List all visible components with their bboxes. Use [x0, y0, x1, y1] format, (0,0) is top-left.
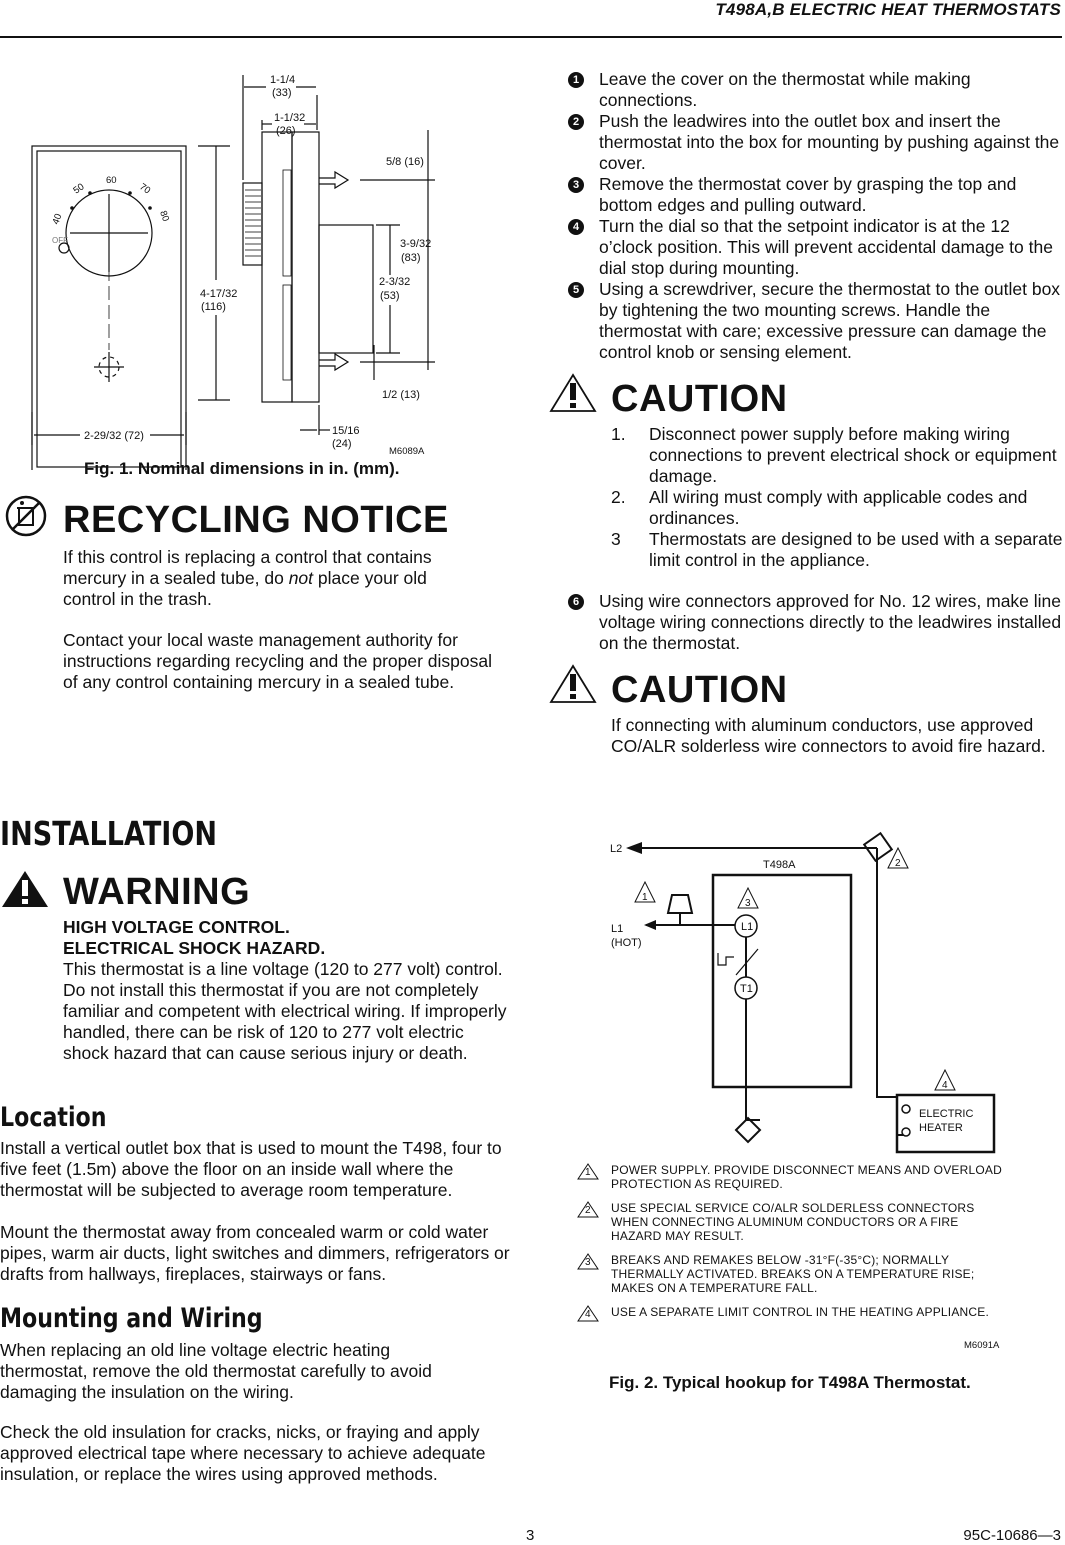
dim-1-1-32-mm: (26) [276, 125, 296, 137]
recycling-notice-heading: RECYCLING NOTICE [63, 499, 449, 541]
caution-1-item-1-text: Disconnect power supply before making wiring connections to prevent electrical shock or equipment damage. [649, 424, 1057, 486]
note-1 [577, 1163, 1017, 1191]
page-number: 3 [526, 1527, 535, 1544]
dim-15-16-mm: (24) [332, 438, 352, 450]
figure-2-code: M6091A [964, 1340, 1000, 1351]
note-3 [577, 1253, 1017, 1295]
dim-1-1-32: 1-1/32 [274, 112, 306, 124]
marker-1: 1 [642, 892, 648, 903]
step-2-number: 2 [568, 114, 584, 130]
note-1-marker [577, 1163, 611, 1191]
note-3-number: 3 [585, 1257, 591, 1268]
dial-40: 40 [50, 212, 65, 227]
caution-1-item-3 [611, 529, 1063, 571]
step-6 [568, 591, 1063, 654]
installation-heading: INSTALLATION [0, 814, 218, 853]
steps-list [568, 69, 1063, 363]
caution-1-item-2-text: All wiring must comply with applicable codes and ordinances. [649, 487, 1028, 528]
recycling-p1-emphasis: not [288, 568, 314, 588]
dim-2-3-32: 2-3/32 [379, 276, 411, 288]
note-2 [577, 1201, 1017, 1243]
step-1-number: 1 [568, 72, 584, 88]
step-2 [568, 111, 1063, 174]
terminal-l1: L1 [741, 921, 754, 933]
label-hot: (HOT) [611, 937, 642, 949]
dial-60: 60 [106, 175, 117, 186]
terminal-t1: T1 [740, 983, 753, 995]
warning-body: This thermostat is a line voltage (120 to 277 volt) control. Do not install this thermostat if you are not completely familiar and competent with electrical wiring. If improperly handled, there can be risk of 120 to 277 volt electric shock hazard that can cause serious injury or death. [63, 959, 507, 1063]
step-6-number: 6 [568, 594, 584, 610]
figure-2-caption: Fig. 2. Typical hookup for T498A Thermostat. [609, 1373, 971, 1392]
label-l1: L1 [611, 923, 624, 935]
mounting-heading: Mounting and Wiring [0, 1303, 263, 1334]
caution-triangle-icon [549, 372, 597, 414]
note-3-text: BREAKS AND REMAKES BELOW -31°F(-35°C); NORMALLY THERMALLY ACTIVATED. BREAKS ON A TEMPERATURE RISE; MAKES ON A TEMPERATURE FALL. [611, 1253, 975, 1295]
running-header: T498A,B ELECTRIC HEAT THERMOSTATS [715, 0, 1061, 19]
dim-15-16: 15/16 [332, 425, 360, 437]
caution-1-list [611, 424, 1063, 571]
label-t498a: T498A [763, 859, 796, 871]
figure-2-notes [577, 1163, 1017, 1326]
label-electric: ELECTRIC [919, 1108, 974, 1120]
label-l2: L2 [610, 843, 623, 855]
location-paragraph-2: Mount the thermostat away from concealed warm or cold water pipes, warm air ducts, light switches and dimmers, refrigerators or drafts from hallways, fireplaces, stairways or fans. [0, 1222, 510, 1284]
note-1-number: 1 [585, 1167, 591, 1178]
recycling-p1-end: place your old control in the trash. [63, 568, 427, 609]
step-1 [568, 69, 1063, 111]
note-2-marker [577, 1201, 611, 1243]
dim-2-3-32-mm: (53) [380, 290, 400, 302]
figure-1-code: M6089A [389, 446, 425, 457]
location-heading: Location [0, 1102, 107, 1133]
warning-heading: WARNING [63, 871, 251, 913]
step-3 [568, 174, 1063, 216]
note-2-number: 2 [585, 1205, 591, 1216]
dim-1-1-4-mm: (33) [272, 87, 292, 99]
dim-3-9-32-mm: (83) [401, 252, 421, 264]
caution-1-item-1 [611, 424, 1063, 487]
dial-70: 70 [137, 181, 153, 197]
header-rule [0, 36, 1062, 38]
note-2-text: USE SPECIAL SERVICE CO/ALR SOLDERLESS CONNECTORS WHEN CONNECTING ALUMINUM CONDUCTORS OR A FIRE HAZARD MAY RESULT. [611, 1201, 975, 1243]
dim-5-8: 5/8 (16) [386, 156, 424, 168]
note-4 [577, 1305, 1017, 1326]
document-number: 95C-10686—3 [963, 1527, 1061, 1544]
warning-line-1: HIGH VOLTAGE CONTROL. [63, 917, 290, 937]
figure-1-caption: Fig. 1. Nominal dimensions in in. (mm). [84, 459, 400, 478]
caution-1-item-2 [611, 487, 1063, 529]
step-3-number: 3 [568, 177, 584, 193]
dial-off: OFF [52, 236, 68, 245]
caution-1-item-1-number: 1. [611, 424, 626, 444]
note-4-number: 4 [585, 1309, 591, 1320]
mounting-paragraph-2: Check the old insulation for cracks, nicks, or fraying and apply approved electrical tape where necessary to achieve adequate insulation, or replace the wires using approved methods. [0, 1422, 486, 1484]
warning-triangle-icon [0, 869, 50, 909]
caution-1-item-3-number: 3 [611, 529, 621, 549]
mounting-paragraph-1: When replacing an old line voltage electric heating thermostat, remove the old thermostat carefully to avoid damaging the insulation on the wiring. [0, 1340, 432, 1402]
caution-1-heading: CAUTION [611, 378, 788, 420]
step-3-text: Remove the thermostat cover by grasping the top and bottom edges and pulling outward. [599, 174, 1017, 215]
label-heater: HEATER [919, 1122, 963, 1134]
step-4 [568, 216, 1063, 279]
caution-1-item-2-number: 2. [611, 487, 626, 507]
note-4-marker [577, 1305, 611, 1326]
figure-1-dimensions-drawing [0, 60, 520, 470]
location-paragraph-1: Install a vertical outlet box that is used to mount the T498, four to five feet (1.5m) above the floor on an inside wall where the thermostat will be subjected to average room temperature. [0, 1138, 502, 1200]
step-5-number: 5 [568, 282, 584, 298]
note-3-marker [577, 1253, 611, 1295]
step-4-text: Turn the dial so that the setpoint indicator is at the 12 o’clock position. This will prevent accidental damage to the dial stop during mounting. [599, 216, 1053, 278]
dim-1-2: 1/2 (13) [382, 389, 420, 401]
recycle-icon [4, 494, 48, 538]
warning-line-2: ELECTRICAL SHOCK HAZARD. [63, 938, 326, 958]
marker-3: 3 [745, 898, 751, 909]
step-1-text: Leave the cover on the thermostat while making connections. [599, 69, 971, 110]
step-6-text: Using wire connectors approved for No. 12 wires, make line voltage wiring connections directly to the leadwires installed on the thermostat. [599, 591, 1062, 653]
dim-4-17-32: 4-17/32 [200, 288, 238, 300]
note-4-text: USE A SEPARATE LIMIT CONTROL IN THE HEATING APPLIANCE. [611, 1305, 990, 1319]
dim-1-1-4: 1-1/4 [270, 74, 296, 86]
step-5 [568, 279, 1063, 363]
step-4-number: 4 [568, 219, 584, 235]
dial-50: 50 [71, 181, 87, 197]
recycling-p1-start: If this control is replacing a control that contains mercury in a sealed tube, do [63, 547, 432, 588]
note-1-text: POWER SUPPLY. PROVIDE DISCONNECT MEANS AND OVERLOAD PROTECTION AS REQUIRED. [611, 1163, 1002, 1191]
recycling-paragraph-2: Contact your local waste management authority for instructions regarding recycling and the proper disposal of any control containing mercury in a sealed tube. [63, 630, 492, 692]
recycling-paragraph-1 [63, 547, 483, 610]
step-2-text: Push the leadwires into the outlet box and insert the thermostat into the box for mounting by pushing against the cover. [599, 111, 1060, 173]
figure-2-wiring-diagram [560, 820, 1040, 1160]
dim-2-29-32: 2-29/32 (72) [84, 430, 144, 442]
dim-4-17-32-mm: (116) [201, 301, 226, 313]
marker-2: 2 [895, 858, 901, 869]
caution-triangle-icon [549, 663, 597, 705]
caution-1-item-3-text: Thermostats are designed to be used with a separate limit control in the appliance. [649, 529, 1063, 570]
step-5-text: Using a screwdriver, secure the thermostat to the outlet box by tightening the two mounting screws. Handle the thermostat with care; excessive pressure can damage the control knob or sensing element. [599, 279, 1061, 362]
dim-3-9-32: 3-9/32 [400, 238, 432, 250]
marker-4: 4 [942, 1080, 948, 1091]
dial-80: 80 [157, 209, 172, 223]
caution-2-text: If connecting with aluminum conductors, use approved CO/ALR solderless wire connectors to avoid fire hazard. [611, 715, 1046, 756]
caution-2-heading: CAUTION [611, 669, 788, 711]
